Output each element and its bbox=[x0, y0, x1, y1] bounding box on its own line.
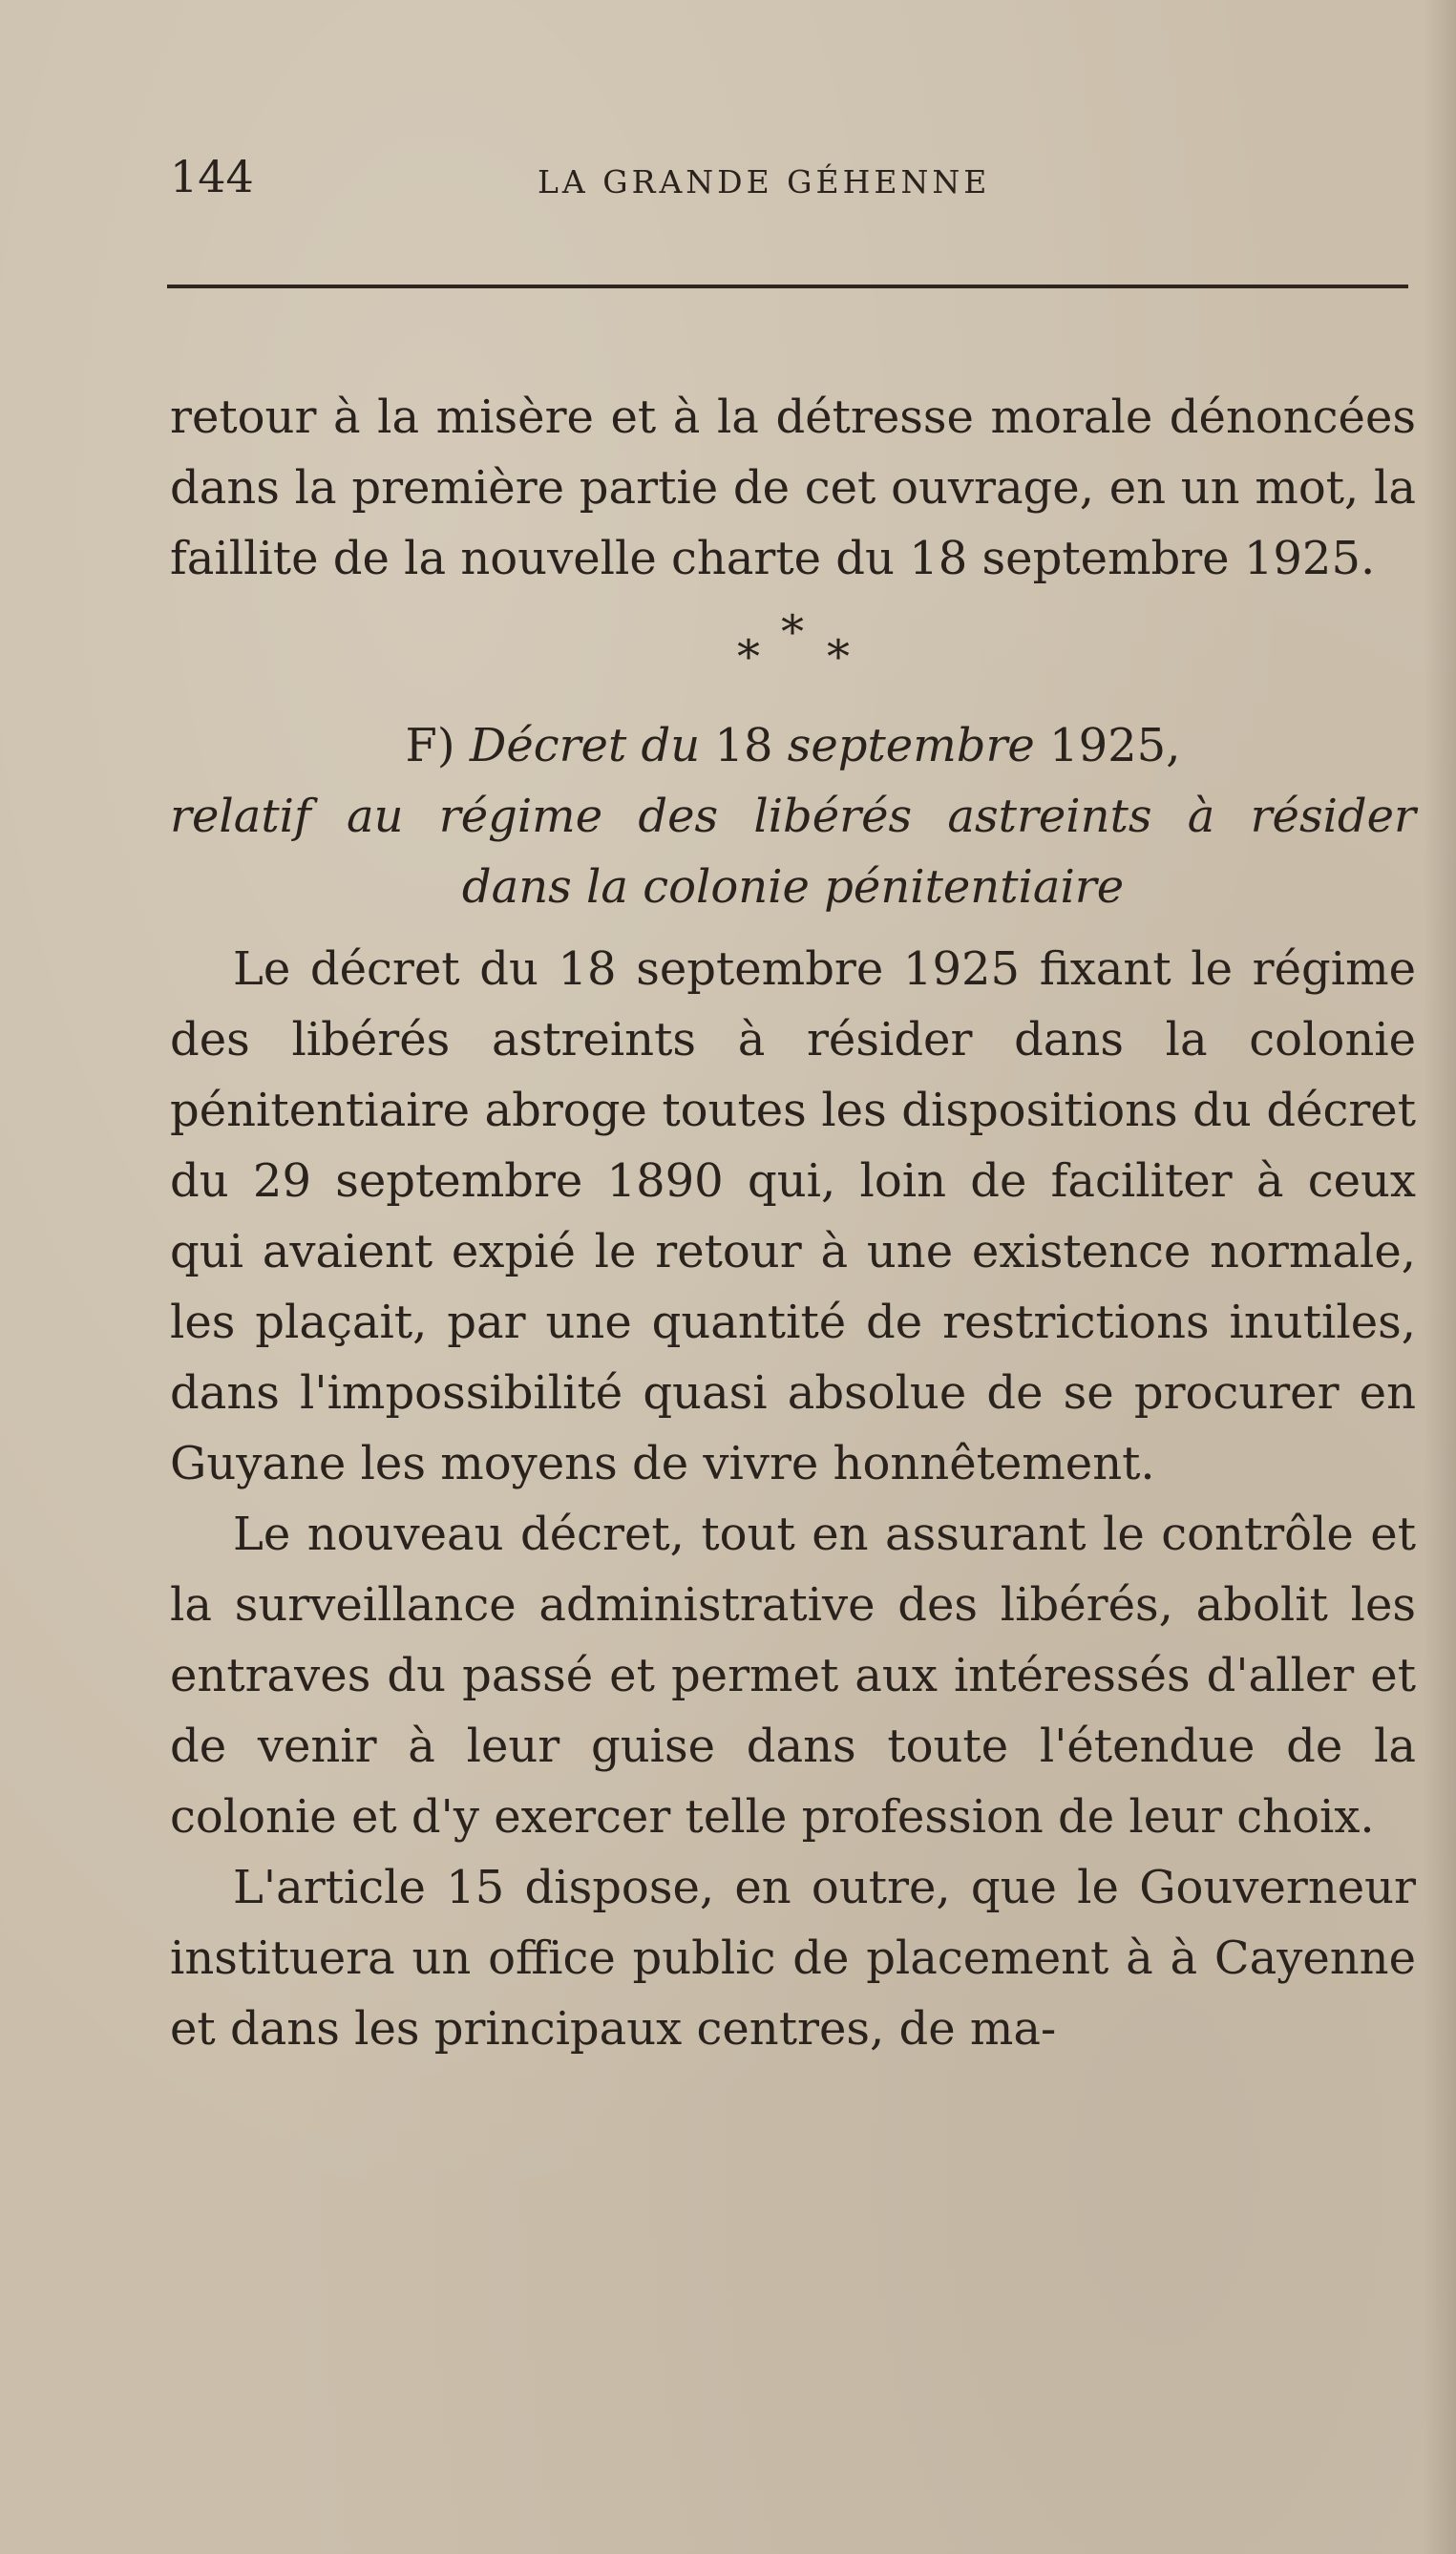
heading-prefix: F) bbox=[405, 719, 470, 772]
heading-month: septembre bbox=[787, 719, 1035, 772]
heading-day: 18 bbox=[700, 719, 788, 772]
paragraph-article-15: L'article 15 dispose, en outre, que le Gouverneur instituera un office public de placement à à Cayenne et dans les principaux centres, de ma- bbox=[170, 1861, 1416, 2056]
paragraph-new-decree: Le nouveau décret, tout en assurant le contrôle et la surveillance administrative des libérés, abolit les entraves du passé et permet aux intéressés d'aller et de venir à leur guise dans toute l'étendue de la colonie et d'y exercer telle profession de leur choix. bbox=[170, 1508, 1416, 1844]
page-number: 144 bbox=[170, 151, 254, 202]
body-text bbox=[170, 382, 1416, 2064]
asterisk-right: * bbox=[827, 630, 850, 684]
running-title: LA GRANDE GÉHENNE bbox=[538, 163, 991, 201]
section-break-asterism bbox=[170, 596, 1416, 710]
page-edge-shadow bbox=[1424, 0, 1456, 2554]
section-heading-line-2: relatif au régime des libérés astreints à résider bbox=[170, 790, 1416, 843]
heading-year: 1925, bbox=[1034, 719, 1181, 772]
paragraph-decree: Le décret du 18 septembre 1925 fixant le régime des libérés astreints à résider dans la colonie pénitentiaire abroge toutes les dispositions du décret du 29 septembre 1890 qui, loin de faciliter à ceux qui avaient expié le retour à une existence normale, les plaçait, par une quantité de restrictions inutiles, dans l'impossibilité quasi absolue de se procurer en Guyane les moyens de vivre honnêtement. bbox=[170, 942, 1416, 1490]
heading-decret-du: Décret du bbox=[469, 719, 701, 772]
page-header bbox=[170, 143, 1411, 210]
section-heading-line-3: dans la colonie pénitentiaire bbox=[461, 860, 1125, 914]
continuation-paragraph: retour à la misère et à la détresse morale dénoncées dans la première partie de cet ouvrage, en un mot, la faillite de la nouvelle charte du 18 septembre 1925. bbox=[170, 390, 1416, 585]
asterisk-top: * bbox=[781, 605, 804, 659]
header-rule bbox=[167, 285, 1408, 288]
section-heading-line-1 bbox=[170, 710, 1416, 781]
asterisk-left: * bbox=[737, 630, 760, 684]
section-heading bbox=[170, 710, 1416, 922]
